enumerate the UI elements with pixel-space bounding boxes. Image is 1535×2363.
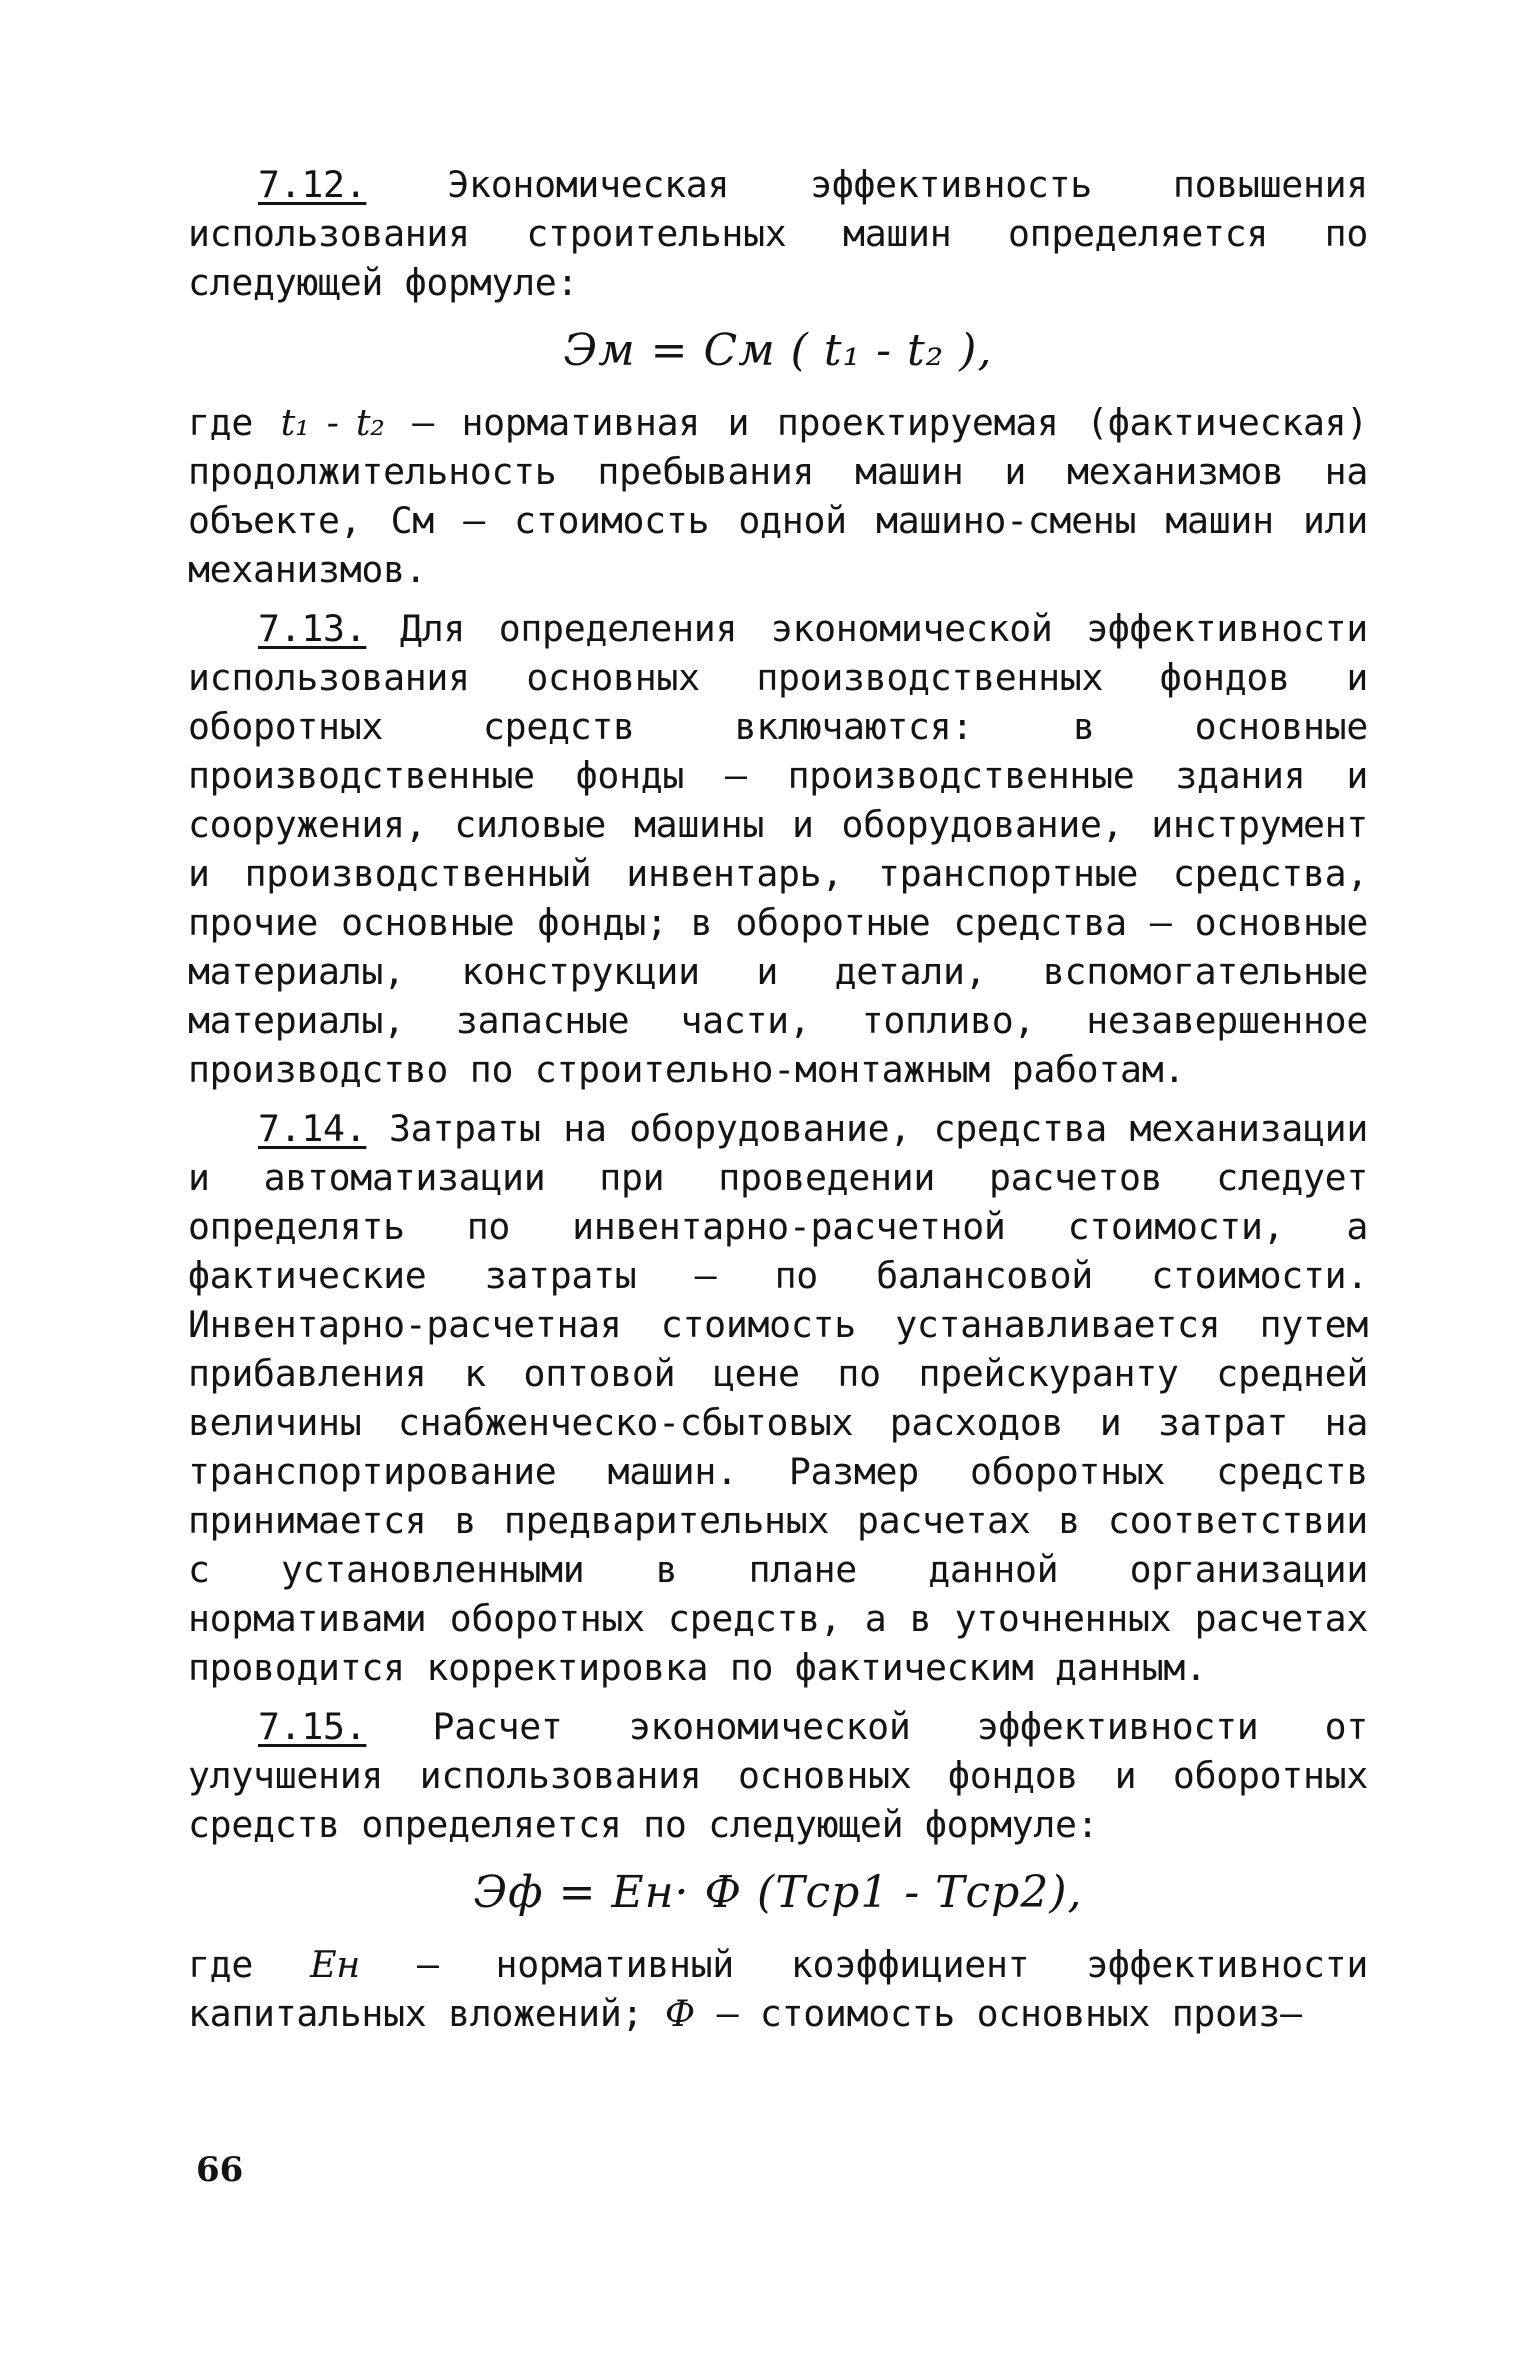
formula-machine-efficiency: Эм = См ( t₁ - t₂ ), [563, 325, 993, 376]
explanation-text: – нормативная и проектируемая (фактическая) продолжительность пребывания машин и механизмов на объекте, См – стоимость одной машино-смены машин или механизмов. [188, 401, 1368, 591]
section-text: Экономическая эффективность повышения использования строительных машин определяется по следующей формуле: [188, 163, 1368, 304]
formula-explanation-2: где Ен – нормативный коэффициент эффективности капитальных вложений; Ф – стоимость основных произ– [188, 1943, 1368, 2035]
section-7-13 [188, 604, 1368, 1094]
section-7-14 [188, 1104, 1368, 1692]
section-number: 7.13. [258, 607, 367, 650]
formula-funds-efficiency: Эф = Ен· Ф (Тср1 - Тср2), [473, 1867, 1083, 1918]
document-page [188, 160, 1368, 2038]
section-number: 7.14. [258, 1107, 367, 1150]
section-number: 7.15. [258, 1705, 367, 1748]
section-text: Для определения экономической эффективности использования основных производственных фондов и оборотных средств включаются: в основные производственные фонды – производственные здания и сооружения, силовые машины и оборудование, инструмент и производственный инвентарь, транспортные средства, прочие основные фонды; в оборотные средства – основные материалы, конструкции и детали, вспомогательные материалы, запасные части, топливо, незавершенное производство по строительно-монтажным работам. [188, 607, 1368, 1091]
section-text: Расчет экономической эффективности от улучшения использования основных фондов и оборотных средств определяется по следующей формуле: [188, 1705, 1368, 1846]
section-7-15 [188, 1702, 1368, 1849]
section-text: Затраты на оборудование, средства механизации и автоматизации при проведении расчетов следует определять по инвентарно-расчетной стоимости, а фактические затраты – по балансовой стоимости. Инвентарно-расчетная стоимость устанавливается путем прибавления к оптовой цене по прейскуранту средней величины снабженческо-сбытовых расходов и затрат на транспортирование машин. Размер оборотных средств принимается в предварительных расчетах в соответствии с установленными в плане данной организации нормативами оборотных средств, а в уточненных расчетах проводится корректировка по фактическим данным. [188, 1107, 1368, 1689]
formula-explanation: где t₁ - t₂ – нормативная и проектируемая (фактическая) продолжительность пребывания машин и механизмов на объекте, См – стоимость одной машино-смены машин или механизмов. [188, 401, 1368, 591]
section-7-12 [188, 160, 1368, 307]
page-number: 66 [196, 2150, 244, 2190]
symbol-phi: Ф [664, 1992, 695, 2035]
symbol-t1-t2: t₁ - t₂ [280, 401, 385, 444]
section-number: 7.12. [258, 163, 367, 206]
symbol-en: Ен [309, 1943, 361, 1986]
